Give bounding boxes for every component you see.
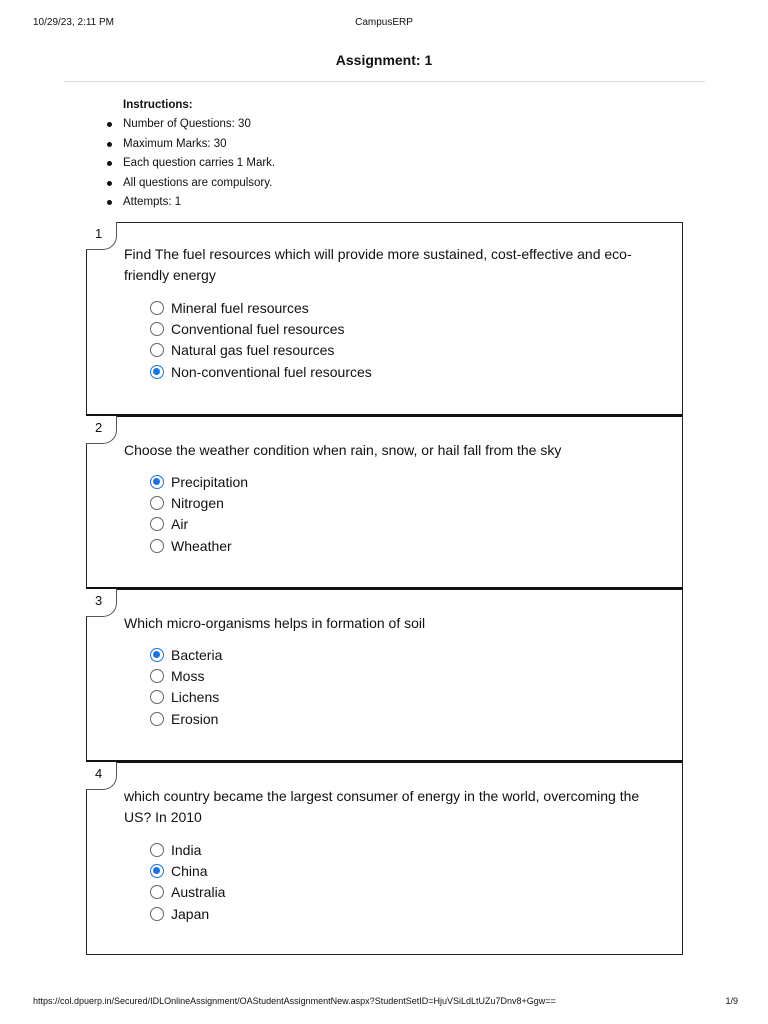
- bullet-icon: [107, 142, 112, 147]
- radio-unchecked-icon[interactable]: [150, 669, 164, 683]
- option-erosion[interactable]: [150, 708, 222, 729]
- option-label: India: [171, 841, 202, 858]
- bullet-icon: [107, 122, 112, 127]
- instruction-text: All questions are compulsory.: [123, 176, 273, 189]
- option-nitrogen[interactable]: [150, 492, 248, 513]
- instructions-list: [105, 115, 605, 213]
- radio-unchecked-icon[interactable]: [150, 843, 164, 857]
- print-datetime: 10/29/23, 2:11 PM: [33, 17, 114, 28]
- instruction-text: Number of Questions: 30: [123, 118, 251, 130]
- options-list: [150, 839, 225, 925]
- question-text: Which micro-organisms helps in formation of soil: [124, 615, 426, 631]
- option-label: Australia: [171, 884, 226, 901]
- question-card-4: [86, 760, 683, 955]
- option-label: Erosion: [171, 710, 219, 727]
- instruction-text: Maximum Marks: 30: [123, 137, 227, 150]
- options-list: [150, 644, 222, 730]
- option-lichens[interactable]: [150, 687, 222, 708]
- option-china[interactable]: [150, 860, 225, 881]
- instruction-item: [105, 174, 605, 194]
- option-label: Air: [171, 516, 189, 533]
- question-card-2: [86, 414, 683, 588]
- print-header: [0, 17, 768, 31]
- page-indicator: 1/9: [725, 996, 738, 1006]
- radio-checked-icon[interactable]: [150, 365, 164, 379]
- print-url: https://col.dpuerp.in/Secured/IDLOnlineAssignment/OAStudentAssignmentNew.aspx?StudentSetID=HjuVSiLdLtUZu7Dnv8+Ggw==: [33, 996, 556, 1006]
- option-precipitation[interactable]: [150, 471, 248, 492]
- question-card-1: [86, 222, 683, 415]
- instructions-block: [105, 97, 605, 213]
- instruction-item: [105, 135, 605, 155]
- radio-unchecked-icon[interactable]: [150, 517, 164, 531]
- option-non-conventional-fuel[interactable]: [150, 361, 372, 382]
- title-divider: [64, 81, 705, 82]
- option-label: Conventional fuel resources: [171, 321, 345, 338]
- question-number-badge: 2: [86, 416, 117, 444]
- instruction-item: [105, 154, 605, 174]
- question-number-badge: 1: [86, 222, 117, 250]
- option-wheather[interactable]: [150, 535, 248, 556]
- option-label: Wheather: [171, 537, 232, 554]
- radio-unchecked-icon[interactable]: [150, 907, 164, 921]
- option-air[interactable]: [150, 514, 248, 535]
- instruction-item: [105, 115, 605, 135]
- radio-unchecked-icon[interactable]: [150, 496, 164, 510]
- option-label: Natural gas fuel resources: [171, 342, 335, 359]
- option-australia[interactable]: [150, 882, 225, 903]
- option-mineral-fuel[interactable]: [150, 297, 372, 318]
- bullet-icon: [107, 200, 112, 205]
- radio-checked-icon[interactable]: [150, 864, 164, 878]
- option-natural-gas-fuel[interactable]: [150, 340, 372, 361]
- bullet-icon: [107, 161, 112, 166]
- question-card-3: [86, 587, 683, 761]
- option-label: Bacteria: [171, 646, 223, 663]
- question-text: Find The fuel resources which will provide more sustained, cost-effective and eco-friendly energy: [124, 246, 632, 283]
- option-label: China: [171, 863, 208, 880]
- radio-unchecked-icon[interactable]: [150, 885, 164, 899]
- radio-unchecked-icon[interactable]: [150, 322, 164, 336]
- question-text: which country became the largest consumer of energy in the world, overcoming the US? In 2010: [124, 788, 640, 825]
- radio-unchecked-icon[interactable]: [150, 301, 164, 315]
- options-list: [150, 297, 372, 383]
- option-label: Nitrogen: [171, 495, 224, 512]
- radio-unchecked-icon[interactable]: [150, 712, 164, 726]
- bullet-icon: [107, 181, 112, 186]
- radio-checked-icon[interactable]: [150, 475, 164, 489]
- option-moss[interactable]: [150, 665, 222, 686]
- radio-unchecked-icon[interactable]: [150, 539, 164, 553]
- question-number-badge: 3: [86, 589, 117, 617]
- option-label: Non-conventional fuel resources: [171, 363, 372, 380]
- print-app-name: CampusERP: [355, 17, 413, 28]
- instruction-text: Each question carries 1 Mark.: [123, 157, 276, 169]
- option-conventional-fuel[interactable]: [150, 318, 372, 339]
- option-label: Lichens: [171, 689, 220, 706]
- option-label: Moss: [171, 668, 205, 685]
- instruction-text: Attempts: 1: [123, 196, 182, 208]
- radio-unchecked-icon[interactable]: [150, 343, 164, 357]
- option-india[interactable]: [150, 839, 225, 860]
- question-number-badge: 4: [86, 762, 117, 790]
- radio-unchecked-icon[interactable]: [150, 690, 164, 704]
- option-bacteria[interactable]: [150, 644, 222, 665]
- option-label: Mineral fuel resources: [171, 299, 309, 316]
- print-footer: [0, 996, 768, 1010]
- page-title: Assignment: 1: [335, 52, 433, 68]
- option-japan[interactable]: [150, 903, 225, 924]
- question-text: Choose the weather condition when rain, snow, or hail fall from the sky: [124, 442, 562, 458]
- instruction-item: [105, 193, 605, 213]
- radio-checked-icon[interactable]: [150, 648, 164, 662]
- instructions-heading: Instructions:: [123, 99, 193, 111]
- options-list: [150, 471, 248, 557]
- option-label: Precipitation: [171, 473, 249, 490]
- option-label: Japan: [171, 905, 210, 922]
